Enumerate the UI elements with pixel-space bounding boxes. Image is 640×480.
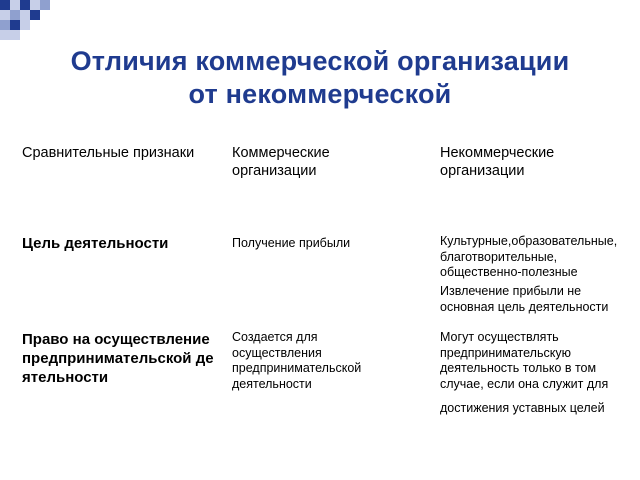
deco-square (20, 0, 30, 10)
deco-square (20, 10, 30, 20)
deco-square (40, 0, 50, 10)
cell-purpose-commercial: Получение прибыли (232, 236, 351, 250)
deco-square (20, 20, 30, 30)
deco-square (30, 10, 40, 20)
slide-title (0, 45, 640, 111)
deco-square (10, 0, 20, 10)
cell-business-noncommercial-2: достижения уставных целей (440, 401, 605, 415)
deco-square (10, 10, 20, 20)
deco-square (0, 30, 10, 40)
header-criteria: Сравнительные признаки (22, 145, 195, 161)
row-label-business-right: Право на осуществление предпринимательской деятельности (22, 331, 214, 386)
cell-business-noncommercial-1: Могут осуществлять предпринимательскую деятельность только в том случае, если она служит для (440, 330, 609, 391)
header-commercial: Коммерческие организации (232, 145, 330, 179)
deco-square (0, 20, 10, 30)
deco-square (0, 0, 10, 10)
cell-purpose-noncommercial-1: Культурные,образовательные, благотворительные, общественно-полезные (440, 234, 618, 279)
header-noncommercial: Некоммерческие организации (440, 145, 555, 179)
deco-square (30, 0, 40, 10)
deco-square (10, 20, 20, 30)
deco-square (10, 30, 20, 40)
cell-purpose-noncommercial-2: Извлечение прибыли не основная цель деятельности (440, 284, 609, 314)
corner-decoration (0, 0, 60, 40)
title-line-2: от некоммерческой (188, 79, 452, 109)
title-line-1: Отличия коммерческой организации (70, 46, 570, 76)
cell-business-commercial: Создается для осуществления предпринимательской деятельности (232, 330, 362, 391)
row-label-purpose: Цель деятельности (22, 235, 169, 252)
deco-square (0, 10, 10, 20)
